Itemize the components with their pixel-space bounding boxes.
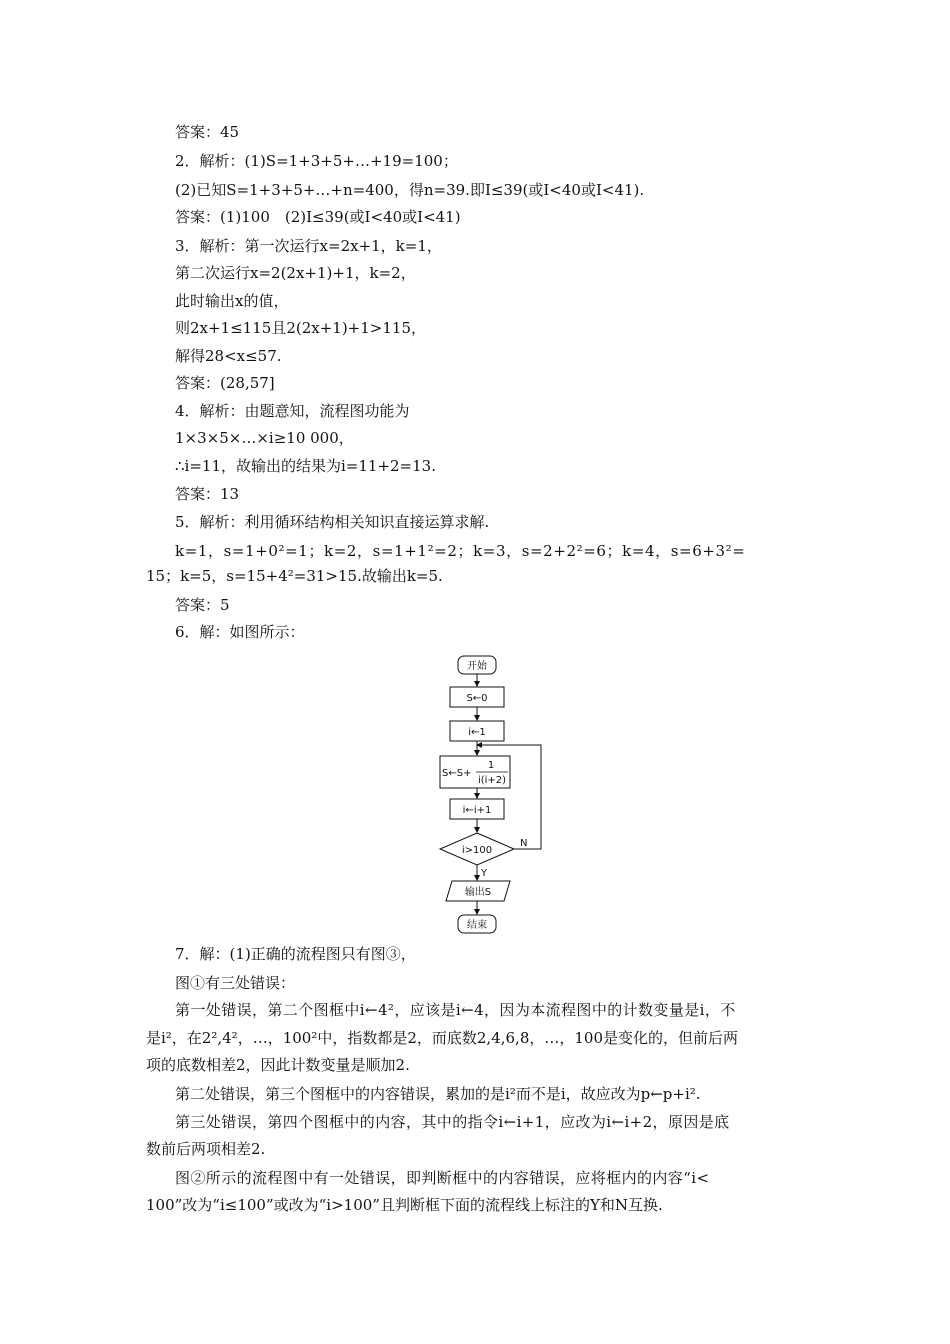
text-line: 第一处错误，第二个图框中i←4²，应该是i←4，因为本流程图中的计数变量是i，不 bbox=[175, 1001, 736, 1019]
init-s-label: S←0 bbox=[466, 693, 488, 704]
text-line: ∴i=11，故输出的结果为i=11+2=13. bbox=[175, 457, 436, 475]
text-line: 7．解：(1)正确的流程图只有图③， bbox=[175, 945, 416, 963]
output-label: 输出S bbox=[464, 887, 492, 898]
update-s-numerator: 1 bbox=[487, 760, 495, 771]
text-line: 数前后两项相差2. bbox=[146, 1140, 266, 1158]
text-line: 第二次运行x=2(2x+1)+1，k=2， bbox=[175, 264, 416, 282]
text-line: (2)已知S=1+3+5+…+n=400，得n=39.即I≤39(或I<40或I<41). bbox=[175, 181, 645, 199]
text-line: 答案：(28,57] bbox=[175, 374, 275, 392]
init-i-label: i←1 bbox=[468, 727, 486, 738]
text-line: 第二处错误，第三个图框中的内容错误，累加的是i²而不是i，故应改为p←p+i². bbox=[175, 1085, 701, 1103]
text-line: 是i²，在2²,4²，…，100²中，指数都是2，而底数2,4,6,8，…，100是变化的，但前后两 bbox=[146, 1029, 738, 1047]
no-label: N bbox=[520, 838, 528, 849]
text-line: 答案：(1)100 (2)I≤39(或I<40或I<41) bbox=[175, 208, 461, 226]
text-line: 此时输出x的值， bbox=[175, 292, 289, 310]
text-line: 答案：5 bbox=[175, 596, 230, 614]
flowchart bbox=[438, 650, 548, 940]
start-label: 开始 bbox=[467, 661, 487, 672]
text-line: 2．解析：(1)S=1+3+5+…+19=100； bbox=[175, 152, 458, 170]
text-line: 则2x+1≤115且2(2x+1)+1>115， bbox=[175, 319, 426, 337]
text-line: 6．解：如图所示： bbox=[175, 623, 305, 641]
text-line: 100”改为“i≤100”或改为“i>100”且判断框下面的流程线上标注的Y和N互换. bbox=[146, 1196, 663, 1214]
text-line: 3．解析：第一次运行x=2x+1，k=1， bbox=[175, 237, 442, 255]
text-line: 第三处错误，第四个图框中的内容，其中的指令i←i+1，应改为i←i+2，原因是底 bbox=[175, 1113, 730, 1131]
text-line: k=1，s=1+0²=1；k=2，s=1+1²=2；k=3，s=2+2²=6；k=4，s=6+3²= bbox=[175, 542, 746, 560]
text-line: 图②所示的流程图中有一处错误，即判断框中的内容错误，应将框内的内容“i< bbox=[175, 1169, 710, 1187]
text-line: 1×3×5×…×i≥10 000， bbox=[175, 429, 354, 447]
condition-label: i>100 bbox=[461, 845, 493, 856]
end-label: 结束 bbox=[467, 920, 487, 931]
yes-label: Y bbox=[481, 868, 488, 879]
update-s-prefix: S←S+ bbox=[442, 768, 472, 779]
text-line: 图①有三处错误： bbox=[175, 974, 296, 992]
text-line: 解得28<x≤57. bbox=[175, 347, 282, 365]
text-line: 项的底数相差2，因此计数变量是顺加2. bbox=[146, 1056, 410, 1074]
text-line: 答案：13 bbox=[175, 485, 240, 503]
text-line: 4．解析：由题意知，流程图功能为 bbox=[175, 402, 410, 420]
update-s-denominator: i(i+2) bbox=[477, 775, 507, 786]
increment-label: i←i+1 bbox=[462, 805, 492, 816]
text-line: 答案：45 bbox=[175, 123, 240, 141]
text-line: 15；k=5，s=15+4²=31>15.故输出k=5. bbox=[146, 567, 443, 585]
text-line: 5．解析：利用循环结构相关知识直接运算求解. bbox=[175, 513, 490, 531]
